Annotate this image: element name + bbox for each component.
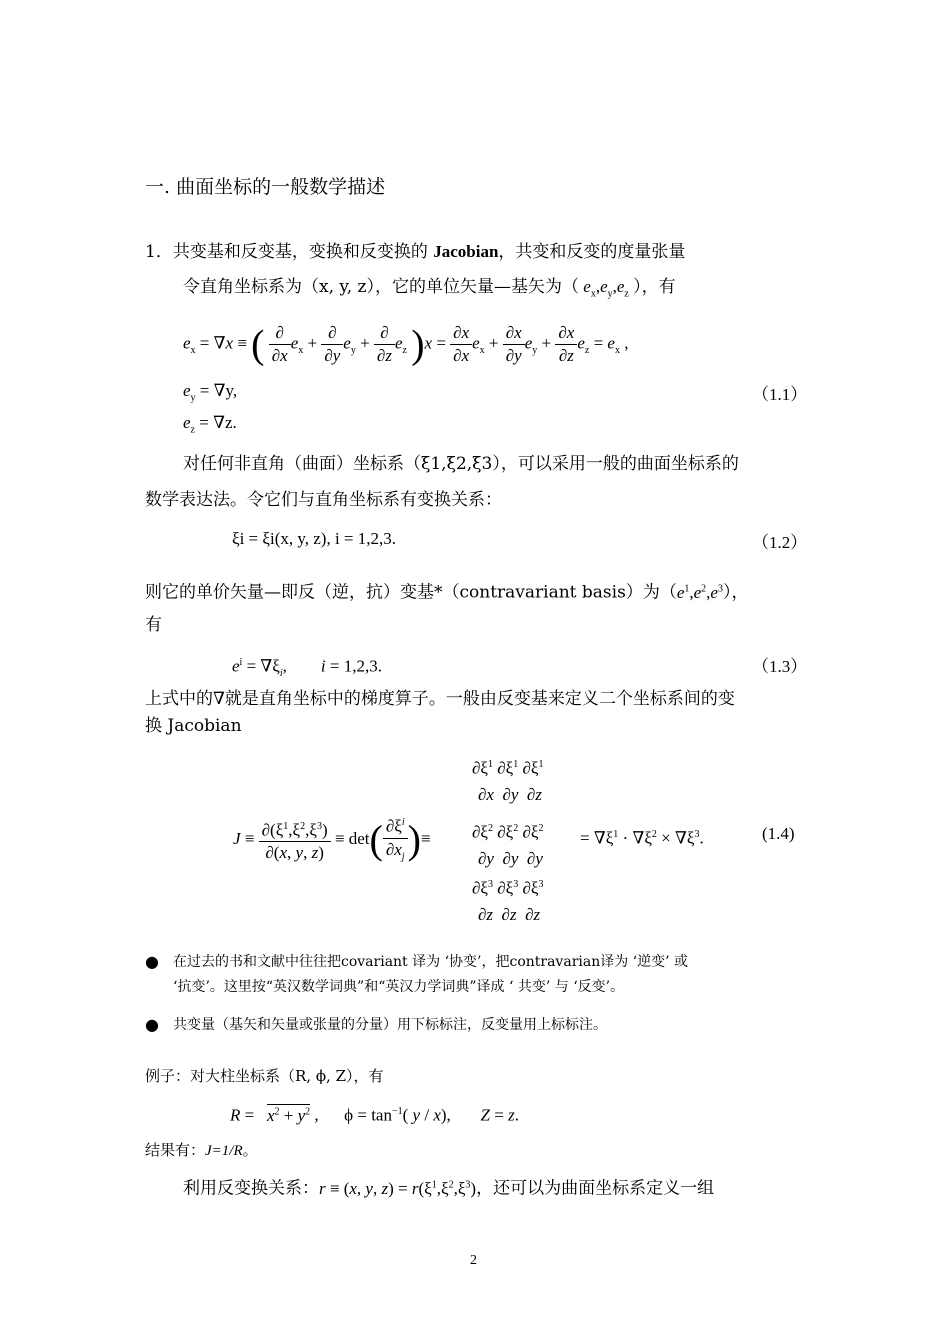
result-line: 结果有：J=1/R。 bbox=[145, 1141, 258, 1159]
subsection-heading bbox=[145, 241, 685, 263]
equation-1-1-number: （1.1） bbox=[752, 385, 808, 404]
subsection-text-a: 共变基和反变基，变换和反变换的 bbox=[172, 242, 434, 262]
paragraph-5: 利用反变换关系：r ≡ (x, y, $z) = r(\xi^1,\xi^2,\xi^3)$，还可以为曲面坐标系定义一组 bbox=[183, 1178, 715, 1199]
equation-1-2-number: （1.2） bbox=[752, 533, 808, 552]
basis-vectors: $e_x,e_y,e_z$ bbox=[583, 277, 629, 300]
page-number: 2 bbox=[470, 1253, 477, 1268]
paragraph-3-line2: 有 bbox=[145, 615, 162, 635]
equation-1-1-line1: $e_x = \nabla x$ ≡ ( $\frac{\partial}{\partial x}$ $e_x$ + $\frac{\partial}{\partial y}$ $e_y$ + $\frac{\partial}{\partial z}$ $e_z$ )x = $\frac{\partial x}{\partial x}$ $e_x$ + $\frac{\partial x}{\partial y}$ $e_y$ + $\frac{\partial x}{\partial z}$ $e_z = e_x$ , bbox=[183, 321, 629, 367]
equation-1-1-line2: $e_y = \nabla y$, bbox=[183, 381, 238, 404]
equation-1-4-rhs: = $\nabla\xi^1 \cdot \nabla\xi^2 \times \nabla\xi^3$. bbox=[580, 828, 704, 848]
paragraph-2-line2: 数学表达法。令它们与直角坐标系有变换关系： bbox=[145, 490, 502, 510]
equation-1-1-line3: $e_z = \nabla z$. bbox=[183, 413, 237, 436]
paragraph-3-line1: 则它的单价矢量—即反（逆，抗）变基*（contravariant basis）为$(e^1,e^2,e^3)$， bbox=[145, 582, 749, 603]
footnote-1-line2: ‘抗变’。这里按“英汉数学词典”和“英汉力学词典”译成 ‘ 共变’ 与 ‘反变’。 bbox=[173, 979, 625, 995]
bullet-icon: ● bbox=[145, 952, 159, 971]
footnote-2: 共变量（基矢和矢量或张量的分量）用下标标注，反变量用上标标注。 bbox=[173, 1017, 607, 1033]
paragraph-4-line1: 上式中的∇就是直角坐标中的梯度算子。一般由反变基来定义二个坐标系间的变 bbox=[145, 689, 735, 709]
equation-1-4-number: (1.4) bbox=[762, 824, 795, 843]
equation-1-2: ξi = ξi(x, y, z), i = 1,2,3. bbox=[232, 529, 397, 548]
example-text: 例子：对大柱坐标系（R, ϕ, Z），有 bbox=[145, 1067, 384, 1085]
subsection-number: 1． bbox=[145, 242, 173, 262]
bullet-icon: ● bbox=[145, 1015, 159, 1034]
paragraph-4-line2: 换 Jacobian bbox=[145, 716, 242, 736]
subsection-text-b: ，共变和反变的度量张量 bbox=[498, 242, 686, 262]
section-title: 一. 曲面坐标的一般数学描述 bbox=[145, 176, 386, 198]
equation-1-4-lhs: J ≡ $\frac{\partial(\xi^1,\xi^2,\xi^3)}{\partial(x, y, z)}$ ≡ det( $\frac{\partial\xi^i}{\partial x_j}$ )≡ bbox=[233, 812, 431, 862]
footnote-1-line1: 在过去的书和文献中往往把covariant 译为 ‘协变’，把contravarian译为 ‘逆变’ 或 bbox=[173, 954, 689, 970]
paragraph-1: 令直角坐标系为（x, y, z），它的单位矢量—基矢为（ $e_x,e_y,e_z$ ），有 bbox=[183, 277, 676, 300]
equation-1-3: $e^i = \nabla\xi_i$, i = 1,2,3. bbox=[232, 656, 382, 680]
subsection-bold: Jacobian bbox=[433, 242, 499, 261]
equation-1-3-number: （1.3） bbox=[752, 657, 808, 676]
cylindrical-equation: $R = x^2 + y^2$ , $\phi = \tan^{-1}$( y / x), Z = z. bbox=[230, 1105, 519, 1125]
paragraph-2-line1: 对任何非直角（曲面）坐标系（ξ1,ξ2,ξ3），可以采用一般的曲面坐标系的 bbox=[183, 454, 739, 474]
